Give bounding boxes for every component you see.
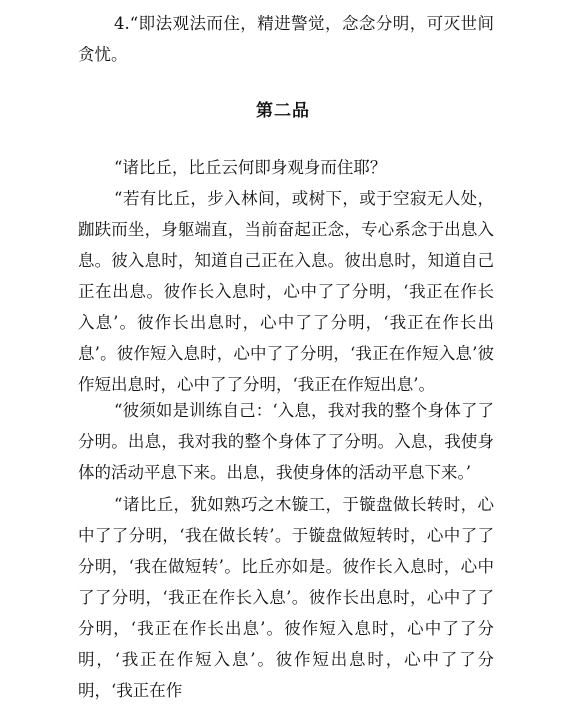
paragraph-breathing: “若有比丘，步入林间，或树下，或于空寂无人处，跏趺而坐，身躯端直，当前奋起正念，专心系念于出息入息。彼入息时，知道自己正在入息。彼出息时，知道自己正在出息。彼作长入息时，心中了了分明，‘我正在作长入息’。彼作长出息时，心中了了分明，‘我正在作长出息’。彼作短入息时，心中了了分明，‘我正在作短入息’彼作短出息时，心中了了分明，‘我正在作短出息’。 — [78, 189, 494, 394]
paragraph-question: “诸比丘，比丘云何即身观身而住耶？ — [114, 158, 387, 177]
paragraph-lathe-simile: “诸比丘，犹如熟巧之木镟工，于镟盘做长转时，心中了了分明，‘我在做长转’。于镟盘做短转时，心中了了分明，‘我在做短转’。比丘亦如是。彼作长入息时，心中了了分明，‘我正在作长入息’。彼作长出息时，心中了了分明，‘我正在作长出息’。彼作短入息时，心中了了分明，‘我正在作短入息’。彼作短出息时，心中了了分明，‘我正在作 — [78, 495, 494, 700]
paragraph-item-4: 4.“即法观法而住，精进警觉，念念分明，可灭世间贪忧。 — [78, 14, 494, 64]
section-heading: 第二品 — [256, 101, 310, 121]
paragraph-training: “彼须如是训练自己：‘入息，我对我的整个身体了了分明。出息，我对我的整个身体了了分明。入息，我使身体的活动平息下来。出息，我使身体的活动平息下来。’ — [78, 401, 494, 482]
